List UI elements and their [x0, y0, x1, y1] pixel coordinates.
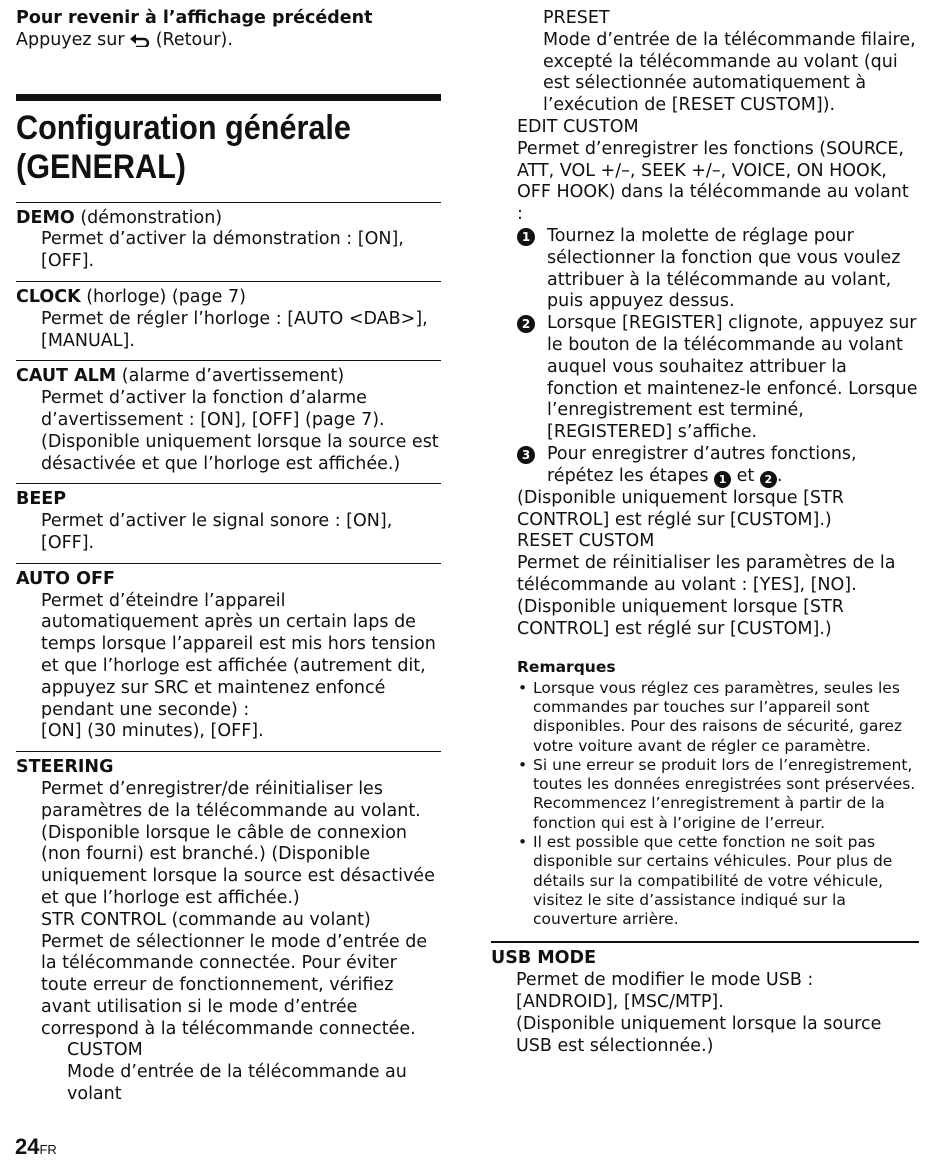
- note-item: [518, 755, 919, 833]
- note-text-1: Lorsque vous réglez ces paramètres, seules les commandes par touches sur l’appareil sont disponibles. Pour des raisons de sécurité, garez votre voiture avant de régler ce paramètre.: [533, 678, 903, 755]
- steering-line1: Permet d’enregistrer/de réinitialiser les paramètres de la télécommande au volant. (Disponible lorsque le câble de connexion (non fourni) est branché.) (Disponible uniquement lorsque la source est désactivée et que l’horloge est affichée.): [41, 778, 435, 908]
- intro-text: [16, 30, 441, 54]
- autooff-name: AUTO OFF: [16, 568, 115, 589]
- note-text-3: Il est possible que cette fonction ne soit pas disponible sur certains véhicules. Pour plus de détails sur la compatibilité de votre véhicule, visitez le site d’assistance indiqué sur la couverture arrière.: [533, 832, 893, 929]
- preset-line: Mode d’entrée de la télécommande filaire, excepté la télécommande au volant (qui est sélectionnée automatiquement à l’exécution de [RESET CUSTOM]).: [543, 29, 916, 116]
- usb-line1: Permet de modifier le mode USB : [ANDROID], [MSC/MTP].: [516, 970, 814, 1013]
- setting-auto-off: [16, 563, 441, 751]
- intro-title: Pour revenir à l’affichage précédent: [16, 8, 373, 28]
- demo-name: DEMO: [16, 207, 75, 228]
- page-number-digits: 24: [15, 1134, 40, 1159]
- step-number-2: 2: [517, 315, 535, 333]
- edit-custom-availability: (Disponible uniquement lorsque [STR CONTROL] est réglé sur [CUSTOM].): [517, 487, 844, 530]
- back-arrow-icon: [130, 32, 150, 54]
- intro-text-after: (Retour).: [150, 29, 233, 50]
- page-title-line1: Configuration générale: [16, 108, 351, 147]
- beep-line: Permet d’activer le signal sonore : [ON], [OFF].: [41, 511, 393, 553]
- custom-name: CUSTOM: [67, 1040, 143, 1061]
- step-number-3: 3: [517, 446, 535, 464]
- right-column: [491, 8, 919, 1057]
- clock-line: Permet de régler l’horloge : [AUTO <DAB>], [MANUAL].: [41, 308, 428, 351]
- left-column: [16, 8, 441, 1114]
- step-2: [521, 313, 919, 444]
- notes-block: [517, 658, 919, 929]
- section-title-block: [16, 94, 441, 187]
- demo-desc: (démonstration): [74, 207, 223, 228]
- steering-name: STEERING: [16, 757, 114, 778]
- note-item: [518, 678, 919, 756]
- page-title: [16, 109, 399, 187]
- intro-text-before: Appuyez sur: [16, 29, 131, 50]
- setting-caut-alm: [16, 360, 441, 483]
- setting-usb-mode: [491, 941, 919, 1057]
- notes-title: Remarques: [517, 658, 616, 677]
- step-1: [521, 225, 919, 313]
- str-control-desc: (commande au volant): [165, 909, 371, 930]
- page-number: [15, 1136, 57, 1161]
- edit-steps: [517, 226, 919, 488]
- usb-line2: (Disponible uniquement lorsque la source USB est sélectionnée.): [516, 1013, 882, 1056]
- step-3-text-a: Pour enregistrer d’autres fonctions, répétez les étapes: [547, 443, 857, 486]
- note-text-2: Si une erreur se produit lors de l’enregistrement, toutes les données enregistrées sont préservées. Recommencez l’enregistrement à partir de la fonction qui est à l’origine de l’erreur.: [533, 755, 916, 832]
- note-bullet: •: [518, 832, 528, 851]
- preset-name: PRESET: [543, 8, 610, 28]
- step-ref-1: 1: [714, 471, 731, 488]
- step-3: [521, 443, 919, 488]
- str-control-line: Permet de sélectionner le mode d’entrée de la télécommande connectée. Pour éviter toute erreur de fonctionnement, vérifiez avant utilisation si le mode d’entrée correspond à la télécommande connectée.: [41, 931, 428, 1039]
- reset-custom-availability: (Disponible uniquement lorsque [STR CONTROL] est réglé sur [CUSTOM].): [517, 596, 844, 639]
- usb-name: USB MODE: [491, 948, 597, 969]
- demo-line: Permet d’activer la démonstration : [ON], [OFF].: [41, 229, 404, 272]
- step-ref-2: 2: [760, 471, 777, 488]
- setting-demo: [16, 202, 441, 281]
- note-item: [518, 832, 919, 929]
- str-control-head: [41, 910, 441, 932]
- beep-name: BEEP: [16, 489, 67, 510]
- page-language: FR: [39, 1142, 57, 1157]
- note-bullet: •: [518, 755, 528, 774]
- custom-line: Mode d’entrée de la télécommande au volant: [67, 1062, 407, 1105]
- note-bullet: •: [518, 678, 528, 697]
- caut-name: CAUT ALM: [16, 366, 117, 387]
- setting-clock: [16, 281, 441, 360]
- reset-custom-name: RESET CUSTOM: [517, 531, 655, 552]
- clock-desc: (horloge) (page 7): [80, 286, 246, 307]
- autooff-line1: Permet d’éteindre l’appareil automatiquement après un certain laps de temps lorsque l’appareil est mis hors tension et que l’horloge est affichée (autrement dit, appuyez sur SRC et maintenez enfoncé pendant une seconde) :: [41, 590, 436, 720]
- setting-steering: [16, 751, 441, 1114]
- step-2-text: Lorsque [REGISTER] clignote, appuyez sur le bouton de la télécommande au volant auquel vous souhaitez attribuer la fonction et maintenez-le enfoncé. Lorsque l’enregistrement est terminé, [REGISTERED] s’affiche.: [547, 313, 918, 443]
- edit-custom-line: Permet d’enregistrer les fonctions (SOURCE, ATT, VOL +/–, SEEK +/–, VOICE, ON HOOK, OFF HOOK) dans la télécommande au volant :: [517, 138, 909, 225]
- page-title-line2: (GENERAL): [16, 147, 187, 186]
- step-3-text-c: .: [776, 465, 783, 486]
- edit-custom-name: EDIT CUSTOM: [517, 116, 639, 137]
- str-control-name: STR CONTROL: [41, 909, 166, 930]
- autooff-line2: [ON] (30 minutes), [OFF].: [41, 721, 264, 742]
- caut-desc: (alarme d’avertissement): [116, 366, 345, 387]
- step-number-1: 1: [517, 228, 535, 246]
- step-1-text: Tournez la molette de réglage pour sélectionner la fonction que vous voulez attribuer à la télécommande au volant, puis appuyez dessus.: [547, 225, 901, 312]
- reset-custom-line: Permet de réinitialiser les paramètres de la télécommande au volant : [YES], [NO].: [517, 553, 896, 595]
- caut-line2: (Disponible uniquement lorsque la source est désactivée et que l’horloge est affichée.): [41, 431, 439, 474]
- caut-line1: Permet d’activer la fonction d’alarme d’avertissement : [ON], [OFF] (page 7).: [41, 388, 385, 430]
- clock-name: CLOCK: [16, 286, 81, 307]
- setting-beep: [16, 483, 441, 562]
- step-3-text-b: et: [731, 465, 760, 486]
